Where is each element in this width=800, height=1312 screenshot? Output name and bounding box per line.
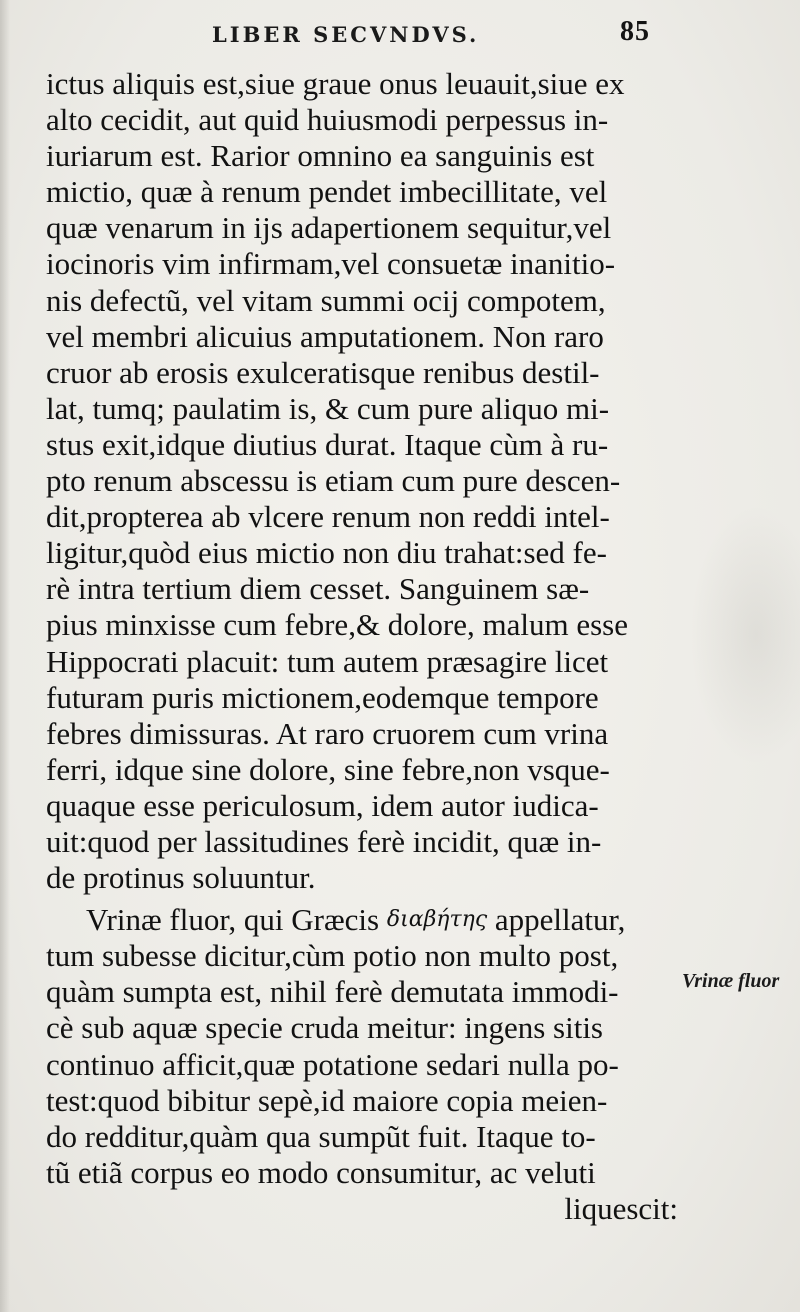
text-line: quàm sumpta est, nihil ferè demutata immodi- [46, 974, 619, 1010]
text-line: ictus aliquis est,siue graue onus leuauit,siue ex [46, 66, 625, 101]
text-line: quaque esse periculosum, idem autor iudica- [46, 787, 599, 823]
text-line: nis defectũ, vel vitam summi ocij compotem, [46, 282, 606, 318]
text-line: continuo afficit,quæ potatione sedari nulla po- [46, 1046, 619, 1082]
paragraph-1 [46, 66, 678, 896]
text-line: pto renum abscessu is etiam cum pure descen- [46, 463, 621, 499]
paragraph-2-opening-end: appellatur, [494, 902, 626, 938]
text-line: iocinoris vim infirmam,vel consuetæ inanitio- [46, 246, 616, 282]
text-line: ferri, idque sine dolore, sine febre,non vsque- [46, 751, 610, 787]
text-line: do redditur,quàm qua sumpũt fuit. Itaque to- [46, 1118, 596, 1154]
text-line: quæ venarum in ijs adapertionem sequitur,vel [46, 210, 612, 246]
text-line: mictio, quæ à renum pendet imbecillitate, vel [46, 174, 608, 210]
text-line: tum subesse dicitur,cùm potio non multo post, [46, 938, 619, 974]
greek-word: διαβήτης [386, 907, 488, 933]
catchword: liquescit: [564, 1190, 678, 1226]
text-line: cruor ab erosis exulceratisque renibus destil- [46, 354, 600, 390]
ink-bleed-through [690, 505, 800, 765]
text-line: uit:quod per lassitudines ferè incidit, quæ in- [46, 823, 602, 859]
text-line: pius minxisse cum febre,& dolore, malum esse [46, 607, 628, 643]
text-line: futuram puris mictionem,eodemque tempore [46, 679, 599, 715]
text-line: iuriarum est. Rarior omnino ea sanguinis est [46, 138, 595, 174]
text-line: febres dimissuras. At raro cruorem cum vrina [46, 715, 609, 751]
text-line: Hippocrati placuit: tum autem præsagire licet [46, 643, 609, 679]
margin-note: Vrinæ fluor [682, 970, 780, 992]
text-line: dit,propterea ab vlcere renum non reddi intel- [46, 499, 610, 535]
paragraph-2-opening: Vrinæ fluor, qui Græcis [86, 902, 380, 938]
paragraph-2-lines [46, 938, 678, 1191]
running-head: LIBER SECVNDVS. [212, 22, 480, 47]
text-line: alto cecidit, aut quid huiusmodi perpessus in- [46, 102, 609, 138]
text-line: tũ etiã corpus eo modo consumitur, ac veluti [46, 1154, 596, 1190]
main-text-block [46, 66, 678, 1227]
text-line: vel membri alicuius amputationem. Non raro [46, 318, 604, 354]
page-header [0, 16, 800, 56]
text-line: cè sub aquæ specie cruda meitur: ingens sitis [46, 1010, 604, 1046]
text-line: test:quod bibitur sepè,id maiore copia meien- [46, 1082, 608, 1118]
text-line: rè intra tertium diem cesset. Sanguinem sæ- [46, 571, 590, 607]
text-line [46, 902, 678, 938]
text-line: stus exit,idque diutius durat. Itaque cùm à ru- [46, 426, 609, 462]
text-line: de protinus soluuntur. [46, 860, 316, 896]
text-line: ligitur,quòd eius mictio non diu trahat:sed fe- [46, 535, 607, 571]
paragraph-2 [46, 902, 678, 1227]
text-line: lat, tumq; paulatim is, & cum pure aliquo mi- [46, 390, 610, 426]
page-gutter-shadow [0, 0, 10, 1312]
page-number: 85 [620, 16, 650, 47]
